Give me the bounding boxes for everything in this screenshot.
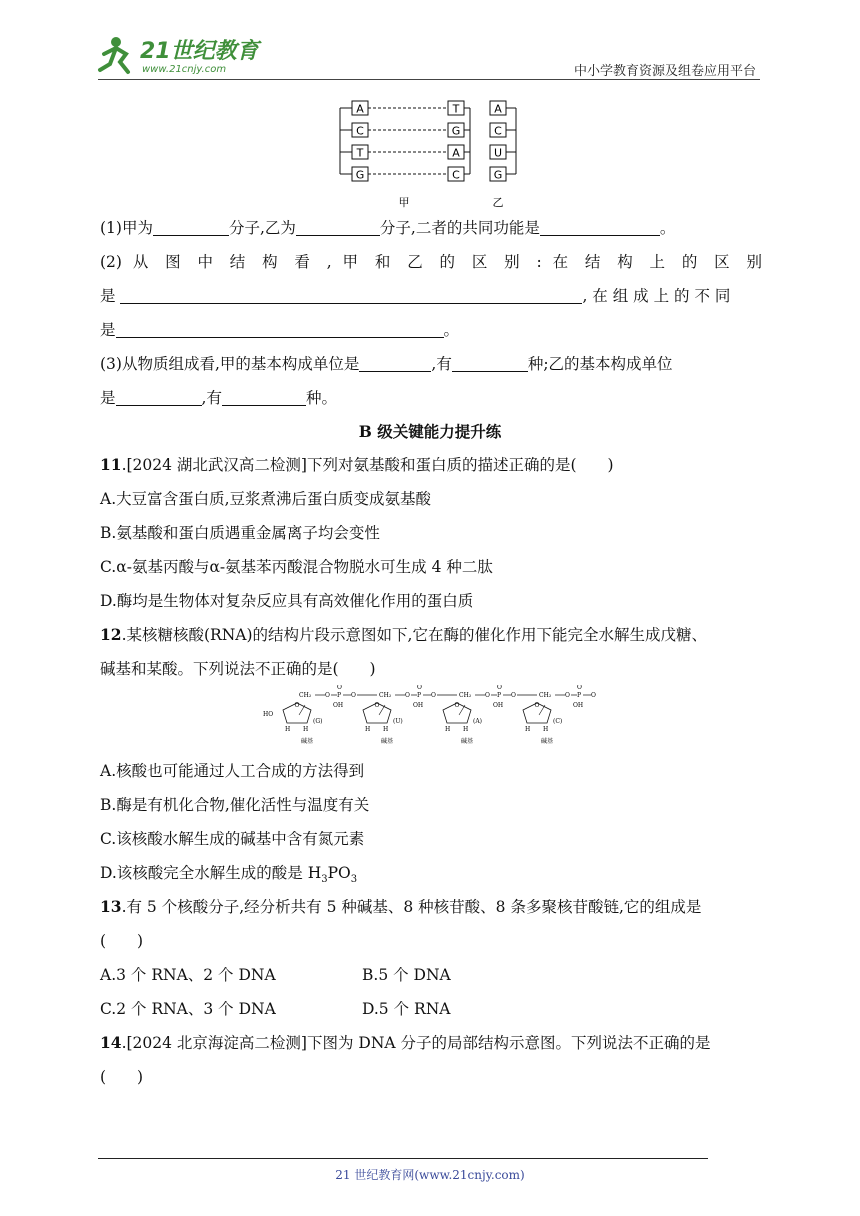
q11-option-d[interactable]: D.酶均是生物体对复杂反应具有高效催化作用的蛋白质 [100, 592, 474, 610]
question-number: 14 [100, 1033, 122, 1052]
q10-part3-line2: 是 ,有 种。 [100, 389, 337, 407]
question-number: 13 [100, 897, 122, 916]
base-label: A [494, 102, 502, 116]
q12-option-c[interactable]: C.该核酸水解生成的碱基中含有氮元素 [100, 830, 365, 848]
q13-stem: 13.有 5 个核酸分子,经分析共有 5 种碱基、8 种核苷酸、8 条多聚核苷酸链,它的组成是 [100, 897, 702, 916]
ring-h: H [303, 726, 309, 733]
q11-option-a[interactable]: A.大豆富含蛋白质,豆浆煮沸后蛋白质变成氨基酸 [100, 490, 432, 508]
base-label: T [452, 102, 460, 116]
base-word: 碱基 [541, 738, 554, 745]
base-word: 碱基 [301, 738, 314, 745]
q12-stem-line2: 碱基和某酸。下列说法不正确的是( ) [100, 660, 376, 678]
bond [539, 705, 545, 715]
running-figure-icon [100, 37, 128, 72]
q10-part2-line2: 是 , 在 组 成 上 的 不 同 [100, 287, 731, 305]
base-letter: (U) [393, 718, 403, 725]
bond [299, 705, 305, 715]
answer-blank[interactable] [296, 219, 380, 236]
q11-stem: 11.[2024 湖北武汉高二检测]下列对氨基酸和蛋白质的描述正确的是( ) [100, 455, 614, 474]
o-double: O [577, 685, 582, 691]
question-number: 12 [100, 625, 122, 644]
label-jia: 甲 [398, 196, 410, 209]
dna-rna-base-diagram [332, 94, 532, 212]
o-double: O [417, 685, 422, 691]
ho-label: HO [263, 711, 274, 718]
ring-h: H [285, 726, 291, 733]
base-word: 碱基 [461, 738, 474, 745]
answer-blank[interactable] [116, 389, 202, 406]
ch2-label: CH₂ [539, 692, 552, 699]
q11-option-b[interactable]: B.氨基酸和蛋白质遇重金属离子均会变性 [100, 524, 380, 542]
q12-stem-line1: 12.某核糖核酸(RNA)的结构片段示意图如下,它在酶的催化作用下能完全水解生成戊糖、 [100, 625, 707, 644]
q12-option-b[interactable]: B.酶是有机化合物,催化活性与温度有关 [100, 796, 370, 814]
base-label: C [494, 124, 502, 138]
q14-stem: 14.[2024 北京海淀高二检测]下图为 DNA 分子的局部结构示意图。下列说法不正确的是 [100, 1033, 711, 1052]
o-label: O [511, 692, 516, 699]
label-yi: 乙 [492, 196, 504, 209]
p-label: P [577, 692, 582, 699]
bond [459, 705, 465, 715]
ch2-label: CH₂ [299, 692, 312, 699]
ring-h: H [525, 726, 531, 733]
q13-option-d[interactable]: D.5 个 RNA [362, 1000, 451, 1018]
base-label: T [356, 146, 364, 160]
q10-part2-line3: 是 。 [100, 321, 460, 339]
base-label: G [451, 124, 461, 138]
answer-blank[interactable] [222, 389, 306, 406]
q11-option-c[interactable]: C.α-氨基丙酸与α-氨基苯丙酸混合物脱水可生成 4 种二肽 [100, 558, 493, 576]
p-label: P [337, 692, 342, 699]
answer-blank[interactable] [540, 219, 660, 236]
o-label: O [431, 692, 436, 699]
q12-option-d[interactable]: D.该核酸完全水解生成的酸是 $H_3PO_3$ [100, 864, 358, 886]
base-word: 碱基 [381, 738, 394, 745]
answer-blank[interactable] [153, 219, 229, 236]
base-label: A [356, 102, 364, 116]
base-letter: (C) [553, 718, 563, 725]
o-double: O [337, 685, 342, 691]
q13-option-a[interactable]: A.3 个 RNA、2 个 DNA [100, 966, 276, 984]
oh-label: OH [493, 702, 504, 709]
o-label: O [405, 692, 410, 699]
p-label: P [497, 692, 502, 699]
oh-label: OH [333, 702, 344, 709]
site-logo [96, 34, 266, 80]
q13-option-b[interactable]: B.5 个 DNA [362, 966, 451, 984]
answer-blank[interactable] [116, 321, 444, 338]
footer-text: 21 世纪教育网(www.21cnjy.com) [335, 1168, 525, 1182]
logo-text: 21世纪教育 [140, 39, 259, 64]
q10-part1: (1)甲为 分子,乙为 分子,二者的共同功能是 。 [100, 219, 676, 237]
base-letter: (G) [313, 718, 323, 725]
base-label: U [493, 146, 503, 160]
q13-paren: ( ) [100, 932, 144, 950]
logo-url: www.21cnjy.com [142, 64, 227, 75]
ch2-label: CH₂ [379, 692, 392, 699]
oh-label: OH [413, 702, 424, 709]
base-label: C [452, 168, 460, 182]
o-label: O [591, 692, 596, 699]
o-label: O [325, 692, 330, 699]
answer-blank[interactable] [452, 355, 528, 372]
ring-o: O [534, 702, 540, 709]
o-label: O [351, 692, 356, 699]
q14-paren: ( ) [100, 1068, 144, 1086]
header-tagline: 中小学教育资源及组卷应用平台 [573, 64, 756, 79]
base-letter: (A) [473, 718, 483, 725]
ring-h: H [383, 726, 389, 733]
section-title: B 级关键能力提升练 [358, 422, 502, 441]
answer-blank[interactable] [120, 287, 582, 304]
bond [379, 705, 385, 715]
q10-part3-line1: (3)从物质组成看,甲的基本构成单位是 ,有 种;乙的基本构成单位 [100, 355, 673, 373]
q10-part2-line1: (2) 从 图 中 结 构 看 , 甲 和 乙 的 区 别 : 在 结 构 上 的 区 别 [100, 253, 762, 271]
ch2-label: CH₂ [459, 692, 472, 699]
q13-option-c[interactable]: C.2 个 RNA、3 个 DNA [100, 1000, 276, 1018]
ring-h: H [365, 726, 371, 733]
footer-divider [98, 1158, 708, 1159]
base-label: C [356, 124, 364, 138]
oh-label: OH [573, 702, 584, 709]
p-label: P [417, 692, 422, 699]
q12-option-a[interactable]: A.核酸也可能通过人工合成的方法得到 [100, 762, 365, 780]
o-double: O [497, 685, 502, 691]
header-divider [98, 79, 760, 80]
o-label: O [565, 692, 570, 699]
ring-h: H [543, 726, 549, 733]
o-label: O [485, 692, 490, 699]
ring-o: O [294, 702, 300, 709]
base-label: A [452, 146, 460, 160]
ring-h: H [445, 726, 451, 733]
question-number: 11 [100, 455, 122, 474]
answer-blank[interactable] [359, 355, 431, 372]
rna-structure-diagram [263, 685, 603, 747]
ring-o: O [374, 702, 380, 709]
ring-h: H [463, 726, 469, 733]
ring-o: O [454, 702, 460, 709]
base-label: G [493, 168, 503, 182]
base-label: G [355, 168, 365, 182]
